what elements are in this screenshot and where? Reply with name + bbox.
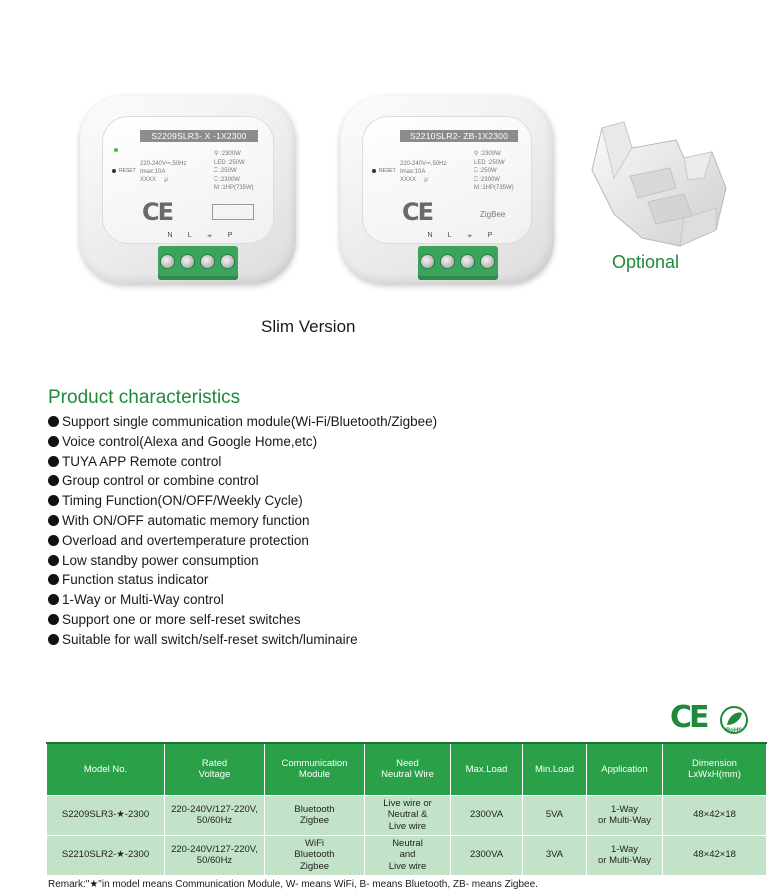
device-face xyxy=(362,116,532,244)
terminal-block xyxy=(158,246,238,280)
column-header xyxy=(587,743,663,795)
ce-mark: CE xyxy=(402,198,433,226)
list-item-text: With ON/OFF automatic memory function xyxy=(62,512,310,528)
spec-left-text: 220-240V⎓,50Hz Imax:10A XXXX μ xyxy=(400,161,447,183)
terminal-label: L xyxy=(187,232,192,239)
terminal-screw xyxy=(421,255,434,268)
cell-text: 48×42×18 xyxy=(693,809,736,821)
model-plate: S2210SLR2- ZB-1X2300 xyxy=(400,130,518,142)
product-image-s2209 xyxy=(80,96,296,284)
list-item-text: Suitable for wall switch/self-reset switch/luminaire xyxy=(62,631,358,647)
device-face xyxy=(102,116,274,244)
table-row xyxy=(47,835,767,875)
cell-text: 3VA xyxy=(545,849,564,861)
list-item xyxy=(48,590,437,610)
mounting-bracket-image xyxy=(584,118,732,252)
list-item-text: Low standby power consumption xyxy=(62,552,259,568)
product-image-s2210 xyxy=(340,96,554,284)
table-cell xyxy=(587,835,663,875)
column-header xyxy=(365,743,451,795)
terminal-label: ≁ xyxy=(206,233,213,240)
column-header xyxy=(523,743,587,795)
bullet-icon xyxy=(48,515,59,526)
list-item xyxy=(48,630,437,650)
terminal-labels xyxy=(420,232,500,240)
cell-text: S2209SLR3-★-2300 xyxy=(61,809,150,821)
table-cell xyxy=(523,835,587,875)
spec-table xyxy=(46,742,767,876)
zigbee-label: ZigBee xyxy=(480,210,506,219)
list-item-text: Timing Function(ON/OFF/Weekly Cycle) xyxy=(62,493,303,509)
list-item-text: Function status indicator xyxy=(62,572,209,588)
cell-text: 220-240V/127-220V, 50/60Hz xyxy=(171,843,258,866)
cell-text: Live wire or Neutral & Live wire xyxy=(383,797,432,832)
terminal-label: N xyxy=(167,232,173,239)
header-text: Application xyxy=(601,763,648,775)
label-box xyxy=(212,204,254,220)
characteristics-list xyxy=(48,412,437,650)
list-item xyxy=(48,491,437,511)
column-header xyxy=(265,743,365,795)
bullet-icon xyxy=(48,475,59,486)
list-item xyxy=(48,610,437,630)
header-text: Min.Load xyxy=(534,763,575,775)
terminal-screw xyxy=(201,255,214,268)
header-text: Dimension LxWxH(mm) xyxy=(688,757,741,781)
table-cell xyxy=(165,835,265,875)
table-cell xyxy=(587,795,663,835)
table-cell xyxy=(365,795,451,835)
table-cell xyxy=(663,795,767,835)
column-header xyxy=(165,743,265,795)
header-text: Rated Voltage xyxy=(198,757,231,781)
list-item-text: Group control or combine control xyxy=(62,473,259,489)
header-text: Need Neutral Wire xyxy=(381,757,434,781)
terminal-screw xyxy=(481,255,494,268)
terminal-screw xyxy=(181,255,194,268)
terminal-label: N xyxy=(427,232,433,239)
cell-text: WiFi Bluetooth Zigbee xyxy=(294,837,335,872)
terminal-screw xyxy=(461,255,474,268)
table-cell xyxy=(451,795,523,835)
header-text: Communication Module xyxy=(281,757,348,781)
section-title: Product characteristics xyxy=(48,387,241,408)
rohs-text: RoHS xyxy=(725,728,743,734)
table-cell xyxy=(523,795,587,835)
bullet-icon xyxy=(48,614,59,625)
cell-text: 48×42×18 xyxy=(693,849,736,861)
status-led xyxy=(114,148,118,152)
list-item-text: Support one or more self-reset switches xyxy=(62,611,301,627)
table-cell xyxy=(663,835,767,875)
bullet-icon xyxy=(48,574,59,585)
terminal-label: L xyxy=(447,232,452,239)
list-item xyxy=(48,471,437,491)
terminal-screw xyxy=(441,255,454,268)
table-cell xyxy=(265,795,365,835)
ce-certification-icon: CE xyxy=(670,700,707,735)
reset-label: RESET xyxy=(112,168,136,174)
spec-right-text: ⚲ :2300W LED :250W ⎕ :250W ⎕ :2300W M :1HP(735W) xyxy=(474,151,514,192)
list-item xyxy=(48,511,437,531)
bullet-icon xyxy=(48,594,59,605)
cell-text: 1-Way or Multi-Way xyxy=(598,803,651,826)
bullet-icon xyxy=(48,495,59,506)
spec-left-text: 220-240V⎓,50Hz Imax:10A XXXX μ xyxy=(140,161,187,183)
table-cell xyxy=(265,835,365,875)
table-cell xyxy=(165,795,265,835)
bullet-icon xyxy=(48,634,59,645)
table-header-row xyxy=(47,743,767,795)
spec-right-text: ⚲ :2300W LED :250W ⎕ :250W ⎕ :2300W M :1HP(735W) xyxy=(214,151,254,192)
terminal-labels xyxy=(160,232,240,240)
slim-version-caption: Slim Version xyxy=(261,317,356,336)
ce-mark: CE xyxy=(142,198,173,226)
terminal-screw xyxy=(161,255,174,268)
column-header xyxy=(451,743,523,795)
bullet-icon xyxy=(48,456,59,467)
table-cell xyxy=(451,835,523,875)
list-item-text: Overload and overtemperature protection xyxy=(62,532,309,548)
list-item xyxy=(48,412,437,432)
table-cell xyxy=(47,795,165,835)
header-text: Max.Load xyxy=(465,763,508,775)
list-item-text: TUYA APP Remote control xyxy=(62,453,222,469)
terminal-label: P xyxy=(227,232,233,239)
terminal-block xyxy=(418,246,498,280)
cell-text: 220-240V/127-220V, 50/60Hz xyxy=(171,803,258,826)
bullet-icon xyxy=(48,436,59,447)
list-item-text: Support single communication module(Wi-Fi/Bluetooth/Zigbee) xyxy=(62,414,438,429)
bullet-icon xyxy=(48,535,59,546)
terminal-label: ≁ xyxy=(466,233,473,240)
list-item xyxy=(48,570,437,590)
model-plate: S2209SLR3- X -1X2300 xyxy=(140,130,258,142)
table-cell xyxy=(47,835,165,875)
cell-text: Neutral and Live wire xyxy=(388,837,427,872)
cell-text: S2210SLR2-★-2300 xyxy=(61,849,150,861)
cell-text: 2300VA xyxy=(469,809,504,821)
table-cell xyxy=(365,835,451,875)
cell-text: Bluetooth Zigbee xyxy=(294,803,335,826)
list-item xyxy=(48,551,437,571)
reset-label: RESET xyxy=(372,168,396,174)
list-item xyxy=(48,452,437,472)
bullet-icon xyxy=(48,416,59,427)
cell-text: 5VA xyxy=(545,809,564,821)
list-item xyxy=(48,531,437,551)
remark-note: Remark:"★"in model means Communication Module, W- means WiFi, B- means Bluetooth, ZB- means Zigbee. xyxy=(48,879,538,890)
list-item xyxy=(48,432,437,452)
cell-text: 1-Way or Multi-Way xyxy=(598,843,651,866)
terminal-label: P xyxy=(487,232,493,239)
header-text: Model No. xyxy=(83,763,128,775)
table-row xyxy=(47,795,767,835)
column-header xyxy=(47,743,165,795)
optional-label: Optional xyxy=(612,252,680,272)
terminal-screw xyxy=(221,255,234,268)
rohs-certification-icon xyxy=(719,705,749,735)
list-item-text: 1-Way or Multi-Way control xyxy=(62,592,224,608)
column-header xyxy=(663,743,767,795)
cell-text: 2300VA xyxy=(469,849,504,861)
bullet-icon xyxy=(48,555,59,566)
list-item-text: Voice control(Alexa and Google Home,etc) xyxy=(62,433,318,449)
